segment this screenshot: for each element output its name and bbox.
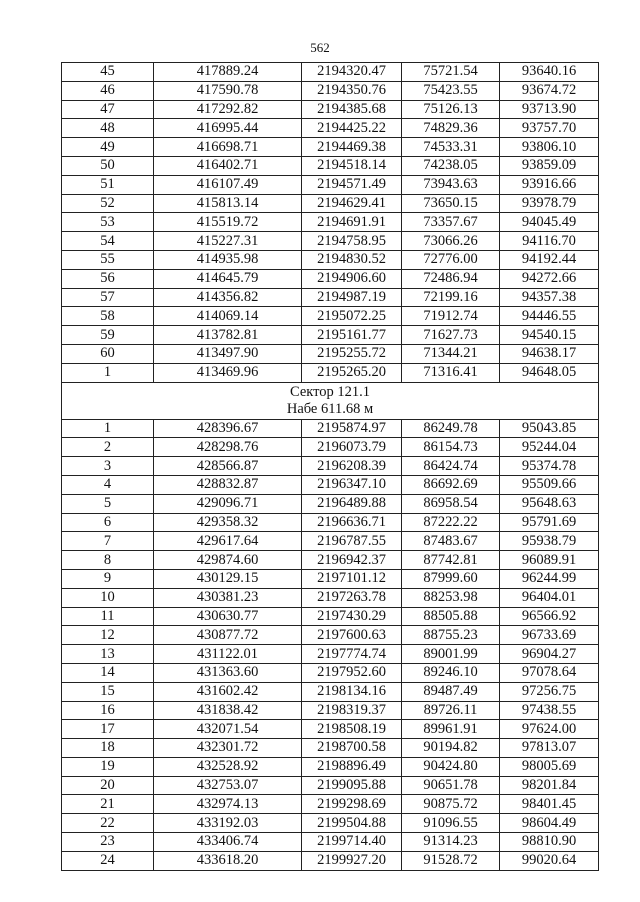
x-coordinate-cell: 417590.78 — [154, 81, 302, 100]
point-number-cell: 59 — [62, 326, 154, 345]
point-number-cell: 60 — [62, 344, 154, 363]
y-coordinate-cell: 2197952.60 — [302, 663, 402, 682]
y-coordinate-cell: 2195874.97 — [302, 419, 402, 438]
local-y-cell: 95791.69 — [500, 513, 599, 532]
local-x-cell: 90194.82 — [402, 739, 500, 758]
local-y-cell: 94540.15 — [500, 326, 599, 345]
y-coordinate-cell: 2195255.72 — [302, 344, 402, 363]
point-number-cell: 1 — [62, 419, 154, 438]
table-row — [62, 569, 599, 588]
local-x-cell: 88253.98 — [402, 588, 500, 607]
y-coordinate-cell: 2194518.14 — [302, 156, 402, 175]
x-coordinate-cell: 431838.42 — [154, 701, 302, 720]
table-row — [62, 833, 599, 852]
local-x-cell: 72199.16 — [402, 288, 500, 307]
table-row — [62, 739, 599, 758]
table-row — [62, 100, 599, 119]
point-number-cell: 4 — [62, 475, 154, 494]
x-coordinate-cell: 415519.72 — [154, 213, 302, 232]
x-coordinate-cell: 432528.92 — [154, 757, 302, 776]
y-coordinate-cell: 2199714.40 — [302, 833, 402, 852]
local-x-cell: 73066.26 — [402, 232, 500, 251]
table-row — [62, 663, 599, 682]
local-x-cell: 89487.49 — [402, 682, 500, 701]
y-coordinate-cell: 2197600.63 — [302, 626, 402, 645]
point-number-cell: 7 — [62, 532, 154, 551]
table-row — [62, 363, 599, 382]
local-y-cell: 97813.07 — [500, 739, 599, 758]
local-y-cell: 93978.79 — [500, 194, 599, 213]
x-coordinate-cell: 429874.60 — [154, 551, 302, 570]
local-y-cell: 93806.10 — [500, 138, 599, 157]
y-coordinate-cell: 2199504.88 — [302, 814, 402, 833]
x-coordinate-cell: 429358.32 — [154, 513, 302, 532]
local-y-cell: 93674.72 — [500, 81, 599, 100]
y-coordinate-cell: 2196636.71 — [302, 513, 402, 532]
local-x-cell: 88755.23 — [402, 626, 500, 645]
y-coordinate-cell: 2199298.69 — [302, 795, 402, 814]
local-y-cell: 94357.38 — [500, 288, 599, 307]
y-coordinate-cell: 2195161.77 — [302, 326, 402, 345]
local-x-cell: 73943.63 — [402, 175, 500, 194]
point-number-cell: 15 — [62, 682, 154, 701]
point-number-cell: 45 — [62, 63, 154, 82]
point-number-cell: 50 — [62, 156, 154, 175]
y-coordinate-cell: 2197263.78 — [302, 588, 402, 607]
y-coordinate-cell: 2196073.79 — [302, 438, 402, 457]
table-row — [62, 81, 599, 100]
x-coordinate-cell: 413469.96 — [154, 363, 302, 382]
local-x-cell: 91314.23 — [402, 833, 500, 852]
table-row — [62, 457, 599, 476]
y-coordinate-cell: 2194906.60 — [302, 269, 402, 288]
y-coordinate-cell: 2197430.29 — [302, 607, 402, 626]
sector-header-cell — [62, 382, 599, 419]
coordinate-table — [61, 62, 599, 871]
local-x-cell: 73357.67 — [402, 213, 500, 232]
local-x-cell: 73650.15 — [402, 194, 500, 213]
table-row — [62, 307, 599, 326]
table-row — [62, 588, 599, 607]
y-coordinate-cell: 2195072.25 — [302, 307, 402, 326]
x-coordinate-cell: 414645.79 — [154, 269, 302, 288]
local-y-cell: 95043.85 — [500, 419, 599, 438]
table-row — [62, 626, 599, 645]
local-y-cell: 94272.66 — [500, 269, 599, 288]
point-number-cell: 20 — [62, 776, 154, 795]
x-coordinate-cell: 430129.15 — [154, 569, 302, 588]
x-coordinate-cell: 431363.60 — [154, 663, 302, 682]
x-coordinate-cell: 416698.71 — [154, 138, 302, 157]
table-row — [62, 156, 599, 175]
local-y-cell: 96733.69 — [500, 626, 599, 645]
local-x-cell: 90424.80 — [402, 757, 500, 776]
table-row — [62, 701, 599, 720]
point-number-cell: 18 — [62, 739, 154, 758]
x-coordinate-cell: 433618.20 — [154, 851, 302, 870]
local-x-cell: 90875.72 — [402, 795, 500, 814]
x-coordinate-cell: 416107.49 — [154, 175, 302, 194]
table-row — [62, 269, 599, 288]
point-number-cell: 1 — [62, 363, 154, 382]
local-y-cell: 95938.79 — [500, 532, 599, 551]
local-x-cell: 86958.54 — [402, 494, 500, 513]
point-number-cell: 10 — [62, 588, 154, 607]
local-y-cell: 93757.70 — [500, 119, 599, 138]
point-number-cell: 13 — [62, 645, 154, 664]
local-y-cell: 93916.66 — [500, 175, 599, 194]
point-number-cell: 19 — [62, 757, 154, 776]
table-row — [62, 250, 599, 269]
local-x-cell: 71912.74 — [402, 307, 500, 326]
table-row — [62, 344, 599, 363]
local-x-cell: 75126.13 — [402, 100, 500, 119]
y-coordinate-cell: 2194425.22 — [302, 119, 402, 138]
local-y-cell: 96089.91 — [500, 551, 599, 570]
local-y-cell: 97078.64 — [500, 663, 599, 682]
table-row — [62, 494, 599, 513]
table-row — [62, 814, 599, 833]
y-coordinate-cell: 2197101.12 — [302, 569, 402, 588]
table-row — [62, 720, 599, 739]
y-coordinate-cell: 2194830.52 — [302, 250, 402, 269]
local-y-cell: 94192.44 — [500, 250, 599, 269]
table-row — [62, 419, 599, 438]
y-coordinate-cell: 2196208.39 — [302, 457, 402, 476]
table-row — [62, 682, 599, 701]
y-coordinate-cell: 2198508.19 — [302, 720, 402, 739]
y-coordinate-cell: 2198134.16 — [302, 682, 402, 701]
local-x-cell: 86692.69 — [402, 475, 500, 494]
local-x-cell: 74829.36 — [402, 119, 500, 138]
local-x-cell: 86424.74 — [402, 457, 500, 476]
point-number-cell: 17 — [62, 720, 154, 739]
local-y-cell: 93713.90 — [500, 100, 599, 119]
table-row — [62, 795, 599, 814]
point-number-cell: 57 — [62, 288, 154, 307]
local-x-cell: 74238.05 — [402, 156, 500, 175]
y-coordinate-cell: 2194758.95 — [302, 232, 402, 251]
local-x-cell: 87483.67 — [402, 532, 500, 551]
local-x-cell: 89001.99 — [402, 645, 500, 664]
x-coordinate-cell: 413782.81 — [154, 326, 302, 345]
local-y-cell: 98401.45 — [500, 795, 599, 814]
sector-header — [62, 382, 599, 419]
local-x-cell: 89726.11 — [402, 701, 500, 720]
y-coordinate-cell: 2194571.49 — [302, 175, 402, 194]
point-number-cell: 52 — [62, 194, 154, 213]
x-coordinate-cell: 428566.87 — [154, 457, 302, 476]
x-coordinate-cell: 432753.07 — [154, 776, 302, 795]
y-coordinate-cell: 2194987.19 — [302, 288, 402, 307]
y-coordinate-cell: 2194691.91 — [302, 213, 402, 232]
x-coordinate-cell: 432301.72 — [154, 739, 302, 758]
local-x-cell: 89246.10 — [402, 663, 500, 682]
point-number-cell: 12 — [62, 626, 154, 645]
local-y-cell: 93640.16 — [500, 63, 599, 82]
point-number-cell: 8 — [62, 551, 154, 570]
sector-title: Сектор 121.1 — [289, 383, 371, 400]
point-number-cell: 11 — [62, 607, 154, 626]
y-coordinate-cell: 2194350.76 — [302, 81, 402, 100]
local-y-cell: 99020.64 — [500, 851, 599, 870]
table-row — [62, 175, 599, 194]
local-y-cell: 94045.49 — [500, 213, 599, 232]
point-number-cell: 2 — [62, 438, 154, 457]
y-coordinate-cell: 2195265.20 — [302, 363, 402, 382]
local-x-cell: 71316.41 — [402, 363, 500, 382]
x-coordinate-cell: 430630.77 — [154, 607, 302, 626]
table-row — [62, 232, 599, 251]
x-coordinate-cell: 428832.87 — [154, 475, 302, 494]
local-x-cell: 87222.22 — [402, 513, 500, 532]
y-coordinate-cell: 2198700.58 — [302, 739, 402, 758]
x-coordinate-cell: 433406.74 — [154, 833, 302, 852]
table-row — [62, 475, 599, 494]
local-y-cell: 94446.55 — [500, 307, 599, 326]
point-number-cell: 47 — [62, 100, 154, 119]
x-coordinate-cell: 417889.24 — [154, 63, 302, 82]
table-row — [62, 438, 599, 457]
point-number-cell: 49 — [62, 138, 154, 157]
y-coordinate-cell: 2198319.37 — [302, 701, 402, 720]
sector-subtitle: Набе 611.68 м — [286, 400, 374, 417]
x-coordinate-cell: 415813.14 — [154, 194, 302, 213]
local-x-cell: 86249.78 — [402, 419, 500, 438]
point-number-cell: 23 — [62, 833, 154, 852]
x-coordinate-cell: 428298.76 — [154, 438, 302, 457]
table-row — [62, 138, 599, 157]
table-row — [62, 645, 599, 664]
point-number-cell: 24 — [62, 851, 154, 870]
local-y-cell: 98810.90 — [500, 833, 599, 852]
local-y-cell: 94116.70 — [500, 232, 599, 251]
local-x-cell: 75721.54 — [402, 63, 500, 82]
point-number-cell: 53 — [62, 213, 154, 232]
local-y-cell: 97438.55 — [500, 701, 599, 720]
local-x-cell: 71627.73 — [402, 326, 500, 345]
point-number-cell: 54 — [62, 232, 154, 251]
local-x-cell: 89961.91 — [402, 720, 500, 739]
y-coordinate-cell: 2196787.55 — [302, 532, 402, 551]
table-row — [62, 851, 599, 870]
local-x-cell: 87999.60 — [402, 569, 500, 588]
local-y-cell: 97256.75 — [500, 682, 599, 701]
coordinate-block-2 — [62, 419, 599, 870]
coordinate-block-1 — [62, 63, 599, 383]
local-y-cell: 95374.78 — [500, 457, 599, 476]
local-x-cell: 74533.31 — [402, 138, 500, 157]
table-row — [62, 288, 599, 307]
local-x-cell: 88505.88 — [402, 607, 500, 626]
x-coordinate-cell: 430381.23 — [154, 588, 302, 607]
x-coordinate-cell: 428396.67 — [154, 419, 302, 438]
y-coordinate-cell: 2194469.38 — [302, 138, 402, 157]
x-coordinate-cell: 431602.42 — [154, 682, 302, 701]
point-number-cell: 46 — [62, 81, 154, 100]
table-row — [62, 213, 599, 232]
point-number-cell: 14 — [62, 663, 154, 682]
local-y-cell: 96244.99 — [500, 569, 599, 588]
point-number-cell: 56 — [62, 269, 154, 288]
local-y-cell: 96904.27 — [500, 645, 599, 664]
point-number-cell: 22 — [62, 814, 154, 833]
point-number-cell: 58 — [62, 307, 154, 326]
point-number-cell: 48 — [62, 119, 154, 138]
table-row — [62, 757, 599, 776]
table-row — [62, 119, 599, 138]
point-number-cell: 6 — [62, 513, 154, 532]
table-row — [62, 194, 599, 213]
local-y-cell: 93859.09 — [500, 156, 599, 175]
table-row — [62, 63, 599, 82]
x-coordinate-cell: 416402.71 — [154, 156, 302, 175]
local-y-cell: 94638.17 — [500, 344, 599, 363]
local-x-cell: 75423.55 — [402, 81, 500, 100]
local-y-cell: 98201.84 — [500, 776, 599, 795]
table-row — [62, 513, 599, 532]
local-y-cell: 98604.49 — [500, 814, 599, 833]
local-y-cell: 95509.66 — [500, 475, 599, 494]
x-coordinate-cell: 414069.14 — [154, 307, 302, 326]
local-y-cell: 98005.69 — [500, 757, 599, 776]
point-number-cell: 51 — [62, 175, 154, 194]
local-y-cell: 94648.05 — [500, 363, 599, 382]
point-number-cell: 55 — [62, 250, 154, 269]
y-coordinate-cell: 2194385.68 — [302, 100, 402, 119]
y-coordinate-cell: 2194629.41 — [302, 194, 402, 213]
point-number-cell: 5 — [62, 494, 154, 513]
x-coordinate-cell: 430877.72 — [154, 626, 302, 645]
y-coordinate-cell: 2198896.49 — [302, 757, 402, 776]
point-number-cell: 9 — [62, 569, 154, 588]
local-y-cell: 96404.01 — [500, 588, 599, 607]
local-x-cell: 91528.72 — [402, 851, 500, 870]
local-x-cell: 86154.73 — [402, 438, 500, 457]
local-x-cell: 72486.94 — [402, 269, 500, 288]
local-x-cell: 87742.81 — [402, 551, 500, 570]
local-x-cell: 72776.00 — [402, 250, 500, 269]
page-number: 562 — [310, 40, 330, 55]
x-coordinate-cell: 432974.13 — [154, 795, 302, 814]
table-row — [62, 551, 599, 570]
sector-header-row — [62, 382, 599, 419]
local-x-cell: 91096.55 — [402, 814, 500, 833]
y-coordinate-cell: 2197774.74 — [302, 645, 402, 664]
y-coordinate-cell: 2199095.88 — [302, 776, 402, 795]
local-y-cell: 95648.63 — [500, 494, 599, 513]
y-coordinate-cell: 2194320.47 — [302, 63, 402, 82]
x-coordinate-cell: 429096.71 — [154, 494, 302, 513]
x-coordinate-cell: 413497.90 — [154, 344, 302, 363]
local-x-cell: 90651.78 — [402, 776, 500, 795]
x-coordinate-cell: 417292.82 — [154, 100, 302, 119]
x-coordinate-cell: 431122.01 — [154, 645, 302, 664]
table-row — [62, 607, 599, 626]
local-y-cell: 96566.92 — [500, 607, 599, 626]
point-number-cell: 3 — [62, 457, 154, 476]
x-coordinate-cell: 432071.54 — [154, 720, 302, 739]
local-x-cell: 71344.21 — [402, 344, 500, 363]
local-y-cell: 97624.00 — [500, 720, 599, 739]
x-coordinate-cell: 433192.03 — [154, 814, 302, 833]
table-row — [62, 326, 599, 345]
table-row — [62, 532, 599, 551]
x-coordinate-cell: 414935.98 — [154, 250, 302, 269]
point-number-cell: 16 — [62, 701, 154, 720]
local-y-cell: 95244.04 — [500, 438, 599, 457]
y-coordinate-cell: 2196489.88 — [302, 494, 402, 513]
x-coordinate-cell: 416995.44 — [154, 119, 302, 138]
y-coordinate-cell: 2199927.20 — [302, 851, 402, 870]
y-coordinate-cell: 2196347.10 — [302, 475, 402, 494]
x-coordinate-cell: 415227.31 — [154, 232, 302, 251]
x-coordinate-cell: 414356.82 — [154, 288, 302, 307]
table-row — [62, 776, 599, 795]
y-coordinate-cell: 2196942.37 — [302, 551, 402, 570]
point-number-cell: 21 — [62, 795, 154, 814]
x-coordinate-cell: 429617.64 — [154, 532, 302, 551]
